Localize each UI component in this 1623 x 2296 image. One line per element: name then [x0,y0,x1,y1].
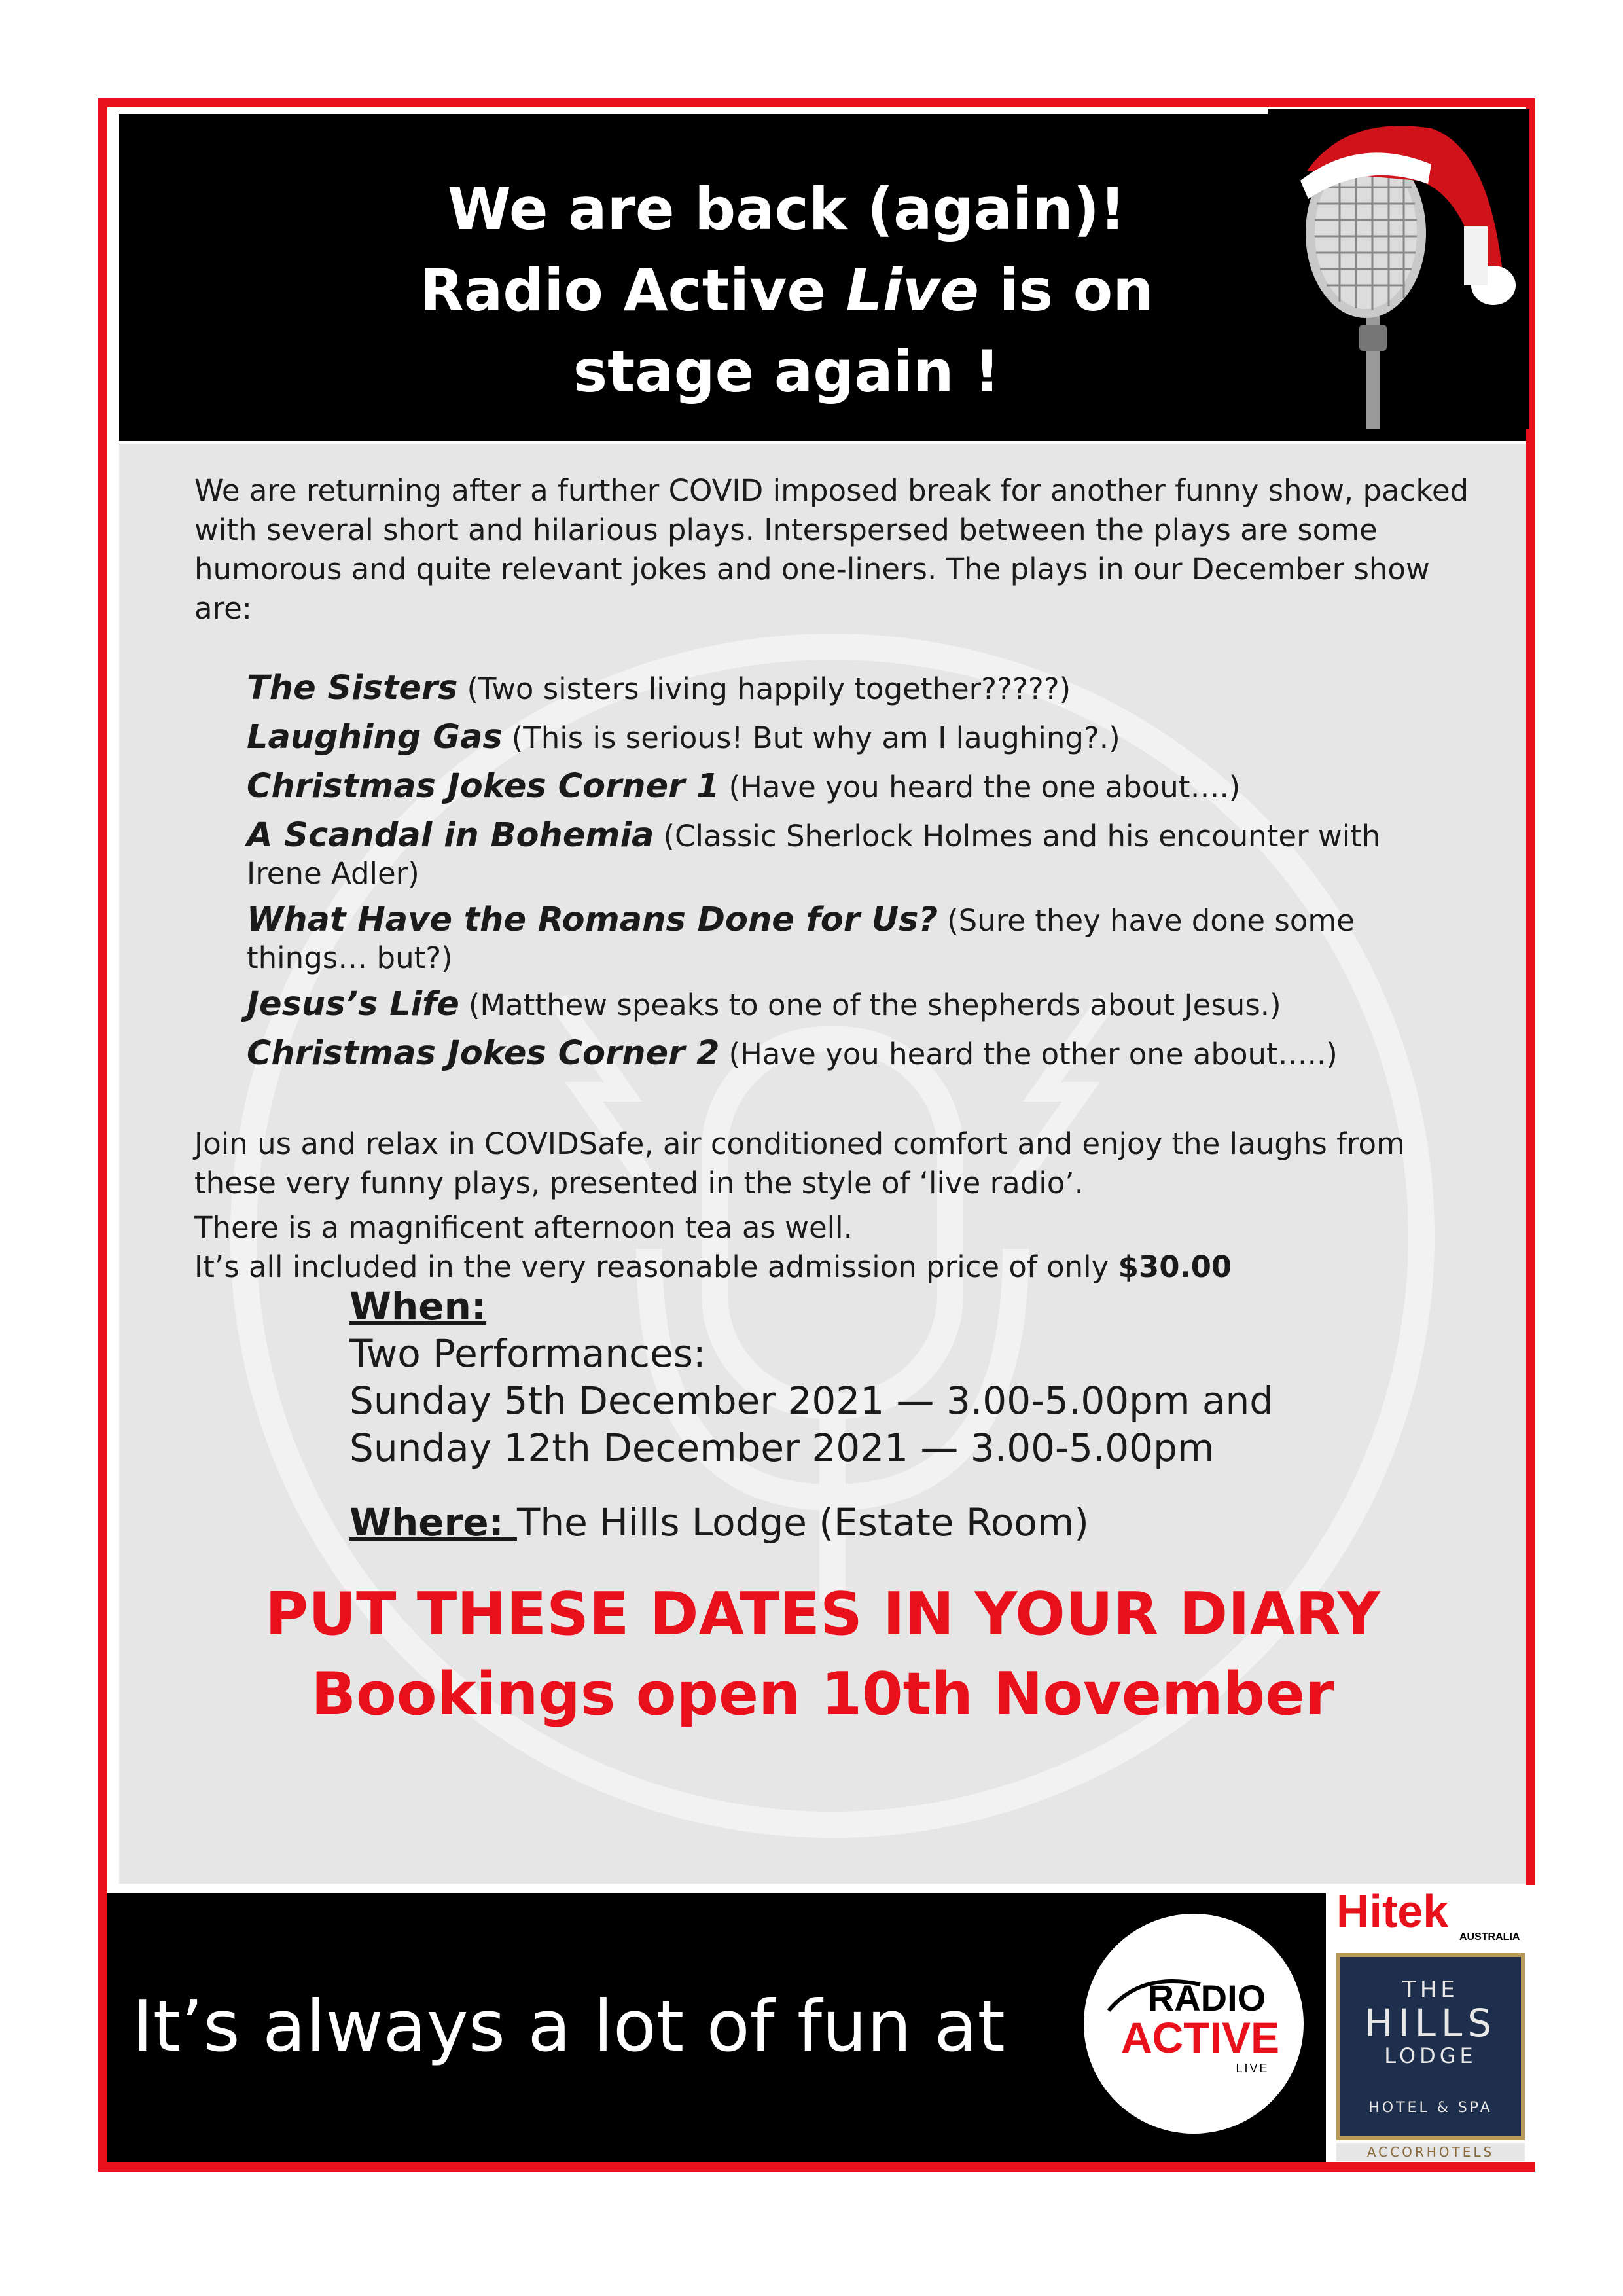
headline-line-1: We are back (again)! [447,175,1126,243]
headline-line-3: stage again ! [573,338,1001,405]
footer-tagline: It’s always a lot of fun at [132,1986,1005,2068]
hills-name: HILLS [1364,2001,1497,2045]
price-line [194,1247,1477,1287]
play-description-wrap: Irene Adler) [247,856,419,891]
where-value: The Hills Lodge (Estate Room) [516,1500,1089,1545]
list-item [247,814,1490,894]
radio-active-logo [1082,1912,1305,2135]
hills-subtitle: HOTEL & SPA [1368,2100,1493,2116]
headline-text: is on [978,257,1154,324]
cta-line-1: PUT THESE DATES IN YOUR DIARY [265,1580,1380,1649]
intro-paragraph: We are returning after a further COVID imposed break for another funny show, packed with several short and hilarious plays. Interspersed between the plays are some humorous and quite relevant jokes and one-liners. The plays in our December show are: [194,473,1469,626]
hitek-logo [1331,1889,1527,1943]
play-description: (Sure they have done some [947,903,1355,938]
join-paragraph: Join us and relax in COVIDSafe, air conditioned comfort and enjoy the laughs from these very funny plays, presented in the style of ‘live radio’. [194,1126,1405,1200]
price-text: It’s all included in the very reasonable admission price of only [194,1249,1118,1284]
play-title: A Scandal in Bohemia [247,816,654,855]
play-title: Christmas Jokes Corner 1 [247,767,720,806]
play-description: (Matthew speaks to one of the shepherds about Jesus.) [468,988,1281,1022]
content [119,444,1526,1884]
when-line: Sunday 12th December 2021 — 3.00-5.00pm [349,1426,1215,1470]
where-section [349,1499,1462,1546]
play-title: What Have the Romans Done for Us? [247,901,938,939]
hills-the: THE [1402,1977,1459,2003]
poster-frame [98,98,1535,2172]
where-label: Where: [349,1500,517,1545]
when-line: Two Performances: [349,1331,706,1376]
call-to-action [119,1575,1526,1734]
content-panel [119,444,1526,1884]
sponsor-logos [1329,1885,1535,2162]
footer-banner [107,1893,1326,2162]
play-description: (Have you heard the other one about…..) [728,1037,1338,1071]
list-item [247,764,1490,810]
play-title: Jesus’s Life [247,985,459,1024]
accor-logo: ACCORHOTELS [1336,2143,1525,2161]
logo-text-radio: RADIO [1147,1977,1266,2018]
hitek-subtext: AUSTRALIA [1459,1931,1520,1943]
tea-paragraph [194,1208,1477,1287]
list-item [247,666,1490,711]
headline-line-2 [198,250,1376,331]
play-title: Christmas Jokes Corner 2 [247,1034,720,1073]
logo-text-active: ACTIVE [1120,2013,1280,2062]
play-description-wrap: things… but?) [247,941,453,975]
headline-live: Live [846,257,979,324]
plays-list [247,666,1490,1081]
when-section [349,1283,1462,1471]
list-item [247,1031,1490,1077]
hitek-text: Hitek [1336,1889,1449,1937]
list-item [247,715,1490,761]
price-value: $30.00 [1118,1249,1232,1284]
play-description: (Have you heard the one about….) [728,770,1241,804]
when-label: When: [349,1284,487,1329]
hills-lodge: LODGE [1384,2043,1477,2068]
header-banner [119,114,1526,441]
when-line: Sunday 5th December 2021 — 3.00-5.00pm and [349,1378,1274,1423]
play-description: (Two sisters living happily together?????) [467,672,1071,706]
play-description: (Classic Sherlock Holmes and his encounter with [663,819,1381,853]
play-description: (This is serious! But why am I laughing?.) [511,721,1120,755]
cta-line-2: Bookings open 10th November [311,1660,1334,1729]
hills-lodge-logo [1336,1953,1525,2140]
headline-text: Radio Active [419,257,846,324]
logo-text-live: LIVE [1236,2062,1270,2075]
headline [198,169,1376,412]
microphone-santa-hat-icon [1268,109,1529,429]
play-title: The Sisters [247,669,458,708]
play-title: Laughing Gas [247,718,503,757]
list-item [247,982,1490,1028]
tea-line: There is a magnificent afternoon tea as well. [194,1210,853,1245]
list-item [247,898,1490,978]
